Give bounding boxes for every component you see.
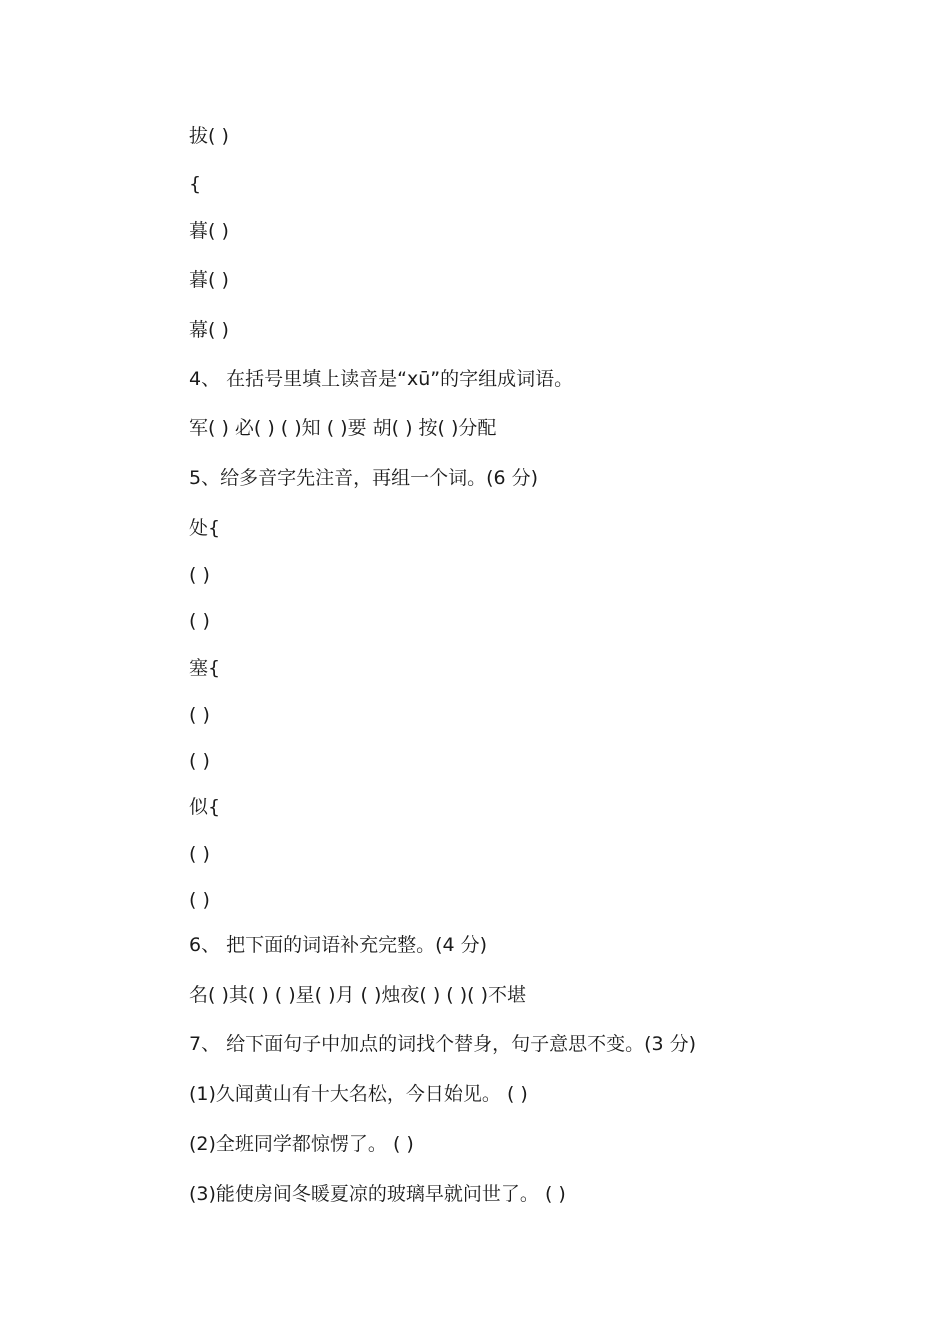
polyphone-chu: 处{ — [189, 517, 221, 539]
question-6-items: 名( )其( ) ( )星( )月 ( )烛夜( ) ( )( )不堪 — [189, 984, 527, 1006]
question-7-item-3: (3)能使房间冬暖夏凉的玻璃早就问世了。 ( ) — [189, 1183, 566, 1205]
fill-in-mu-3: 幕( ) — [189, 319, 229, 341]
polyphone-sai: 塞{ — [189, 657, 221, 679]
blank-line: ( ) — [189, 843, 210, 865]
question-7-heading: 7、 给下面句子中加点的词找个替身，句子意思不变。(3 分) — [189, 1033, 697, 1055]
question-7-item-1: (1)久闻黄山有十大名松，今日始见。 ( ) — [189, 1083, 528, 1105]
blank-line: ( ) — [189, 750, 210, 772]
blank-line: ( ) — [189, 610, 210, 632]
question-5-heading: 5、给多音字先注音，再组一个词。(6 分) — [189, 467, 539, 489]
blank-line: ( ) — [189, 704, 210, 726]
polyphone-si: 似{ — [189, 796, 221, 818]
blank-line: ( ) — [189, 564, 210, 586]
brace-line: { — [189, 173, 202, 195]
fill-in-ba: 拔( ) — [189, 125, 229, 147]
fill-in-mu-1: 暮( ) — [189, 220, 229, 242]
question-4-heading: 4、 在括号里填上读音是“xū”的字组成词语。 — [189, 368, 574, 390]
fill-in-mu-2: 暮( ) — [189, 269, 229, 291]
question-7-item-2: (2)全班同学都惊愣了。 ( ) — [189, 1133, 414, 1155]
blank-line: ( ) — [189, 889, 210, 911]
question-6-heading: 6、 把下面的词语补充完整。(4 分) — [189, 934, 488, 956]
question-4-items: 军( ) 必( ) ( )知 ( )要 胡( ) 按( )分配 — [189, 417, 497, 439]
